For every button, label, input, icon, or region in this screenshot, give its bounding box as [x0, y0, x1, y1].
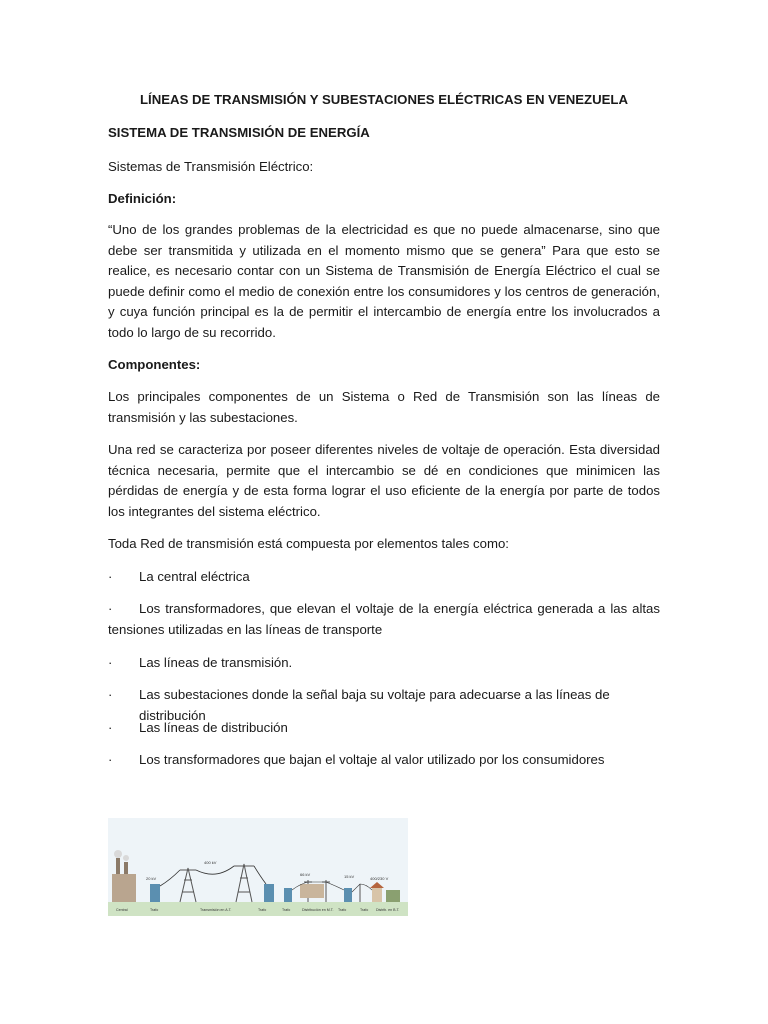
list-item: [108, 653, 660, 674]
bullet-symbol: ·: [108, 569, 113, 584]
voltage-label: 66 kV: [300, 872, 311, 877]
transformer-icon: [344, 888, 352, 902]
bullet-symbol: ·: [108, 752, 113, 767]
stage-label: Trafo: [360, 908, 369, 912]
consumer-icon: [386, 890, 400, 902]
bullet-symbol: ·: [108, 720, 113, 735]
house-icon: [372, 888, 382, 902]
stage-label: Distrib. en B.T.: [376, 908, 400, 912]
subheading: Sistemas de Transmisión Eléctrico:: [108, 159, 314, 174]
transmission-diagram-figure: [108, 818, 408, 916]
list-item-text: La central eléctrica: [139, 569, 250, 584]
list-item-text: Las subestaciones donde la señal baja su voltaje para adecuarse a las líneas de distribución: [139, 687, 610, 723]
transformer-icon: [150, 884, 160, 902]
list-item: [108, 567, 660, 588]
list-item-text: Los transformadores, que elevan el voltaje de la energía eléctrica generada a las altas tensiones utilizadas en las líneas de transporte: [108, 601, 660, 637]
list-item-text: Las líneas de distribución: [139, 720, 288, 735]
components-paragraph-2: Una red se caracteriza por poseer diferentes niveles de voltaje de operación. Esta diversidad técnica necesaria, permite que el intercambio se dé en condiciones que minimicen las pérdidas de energía y de esta forma lograr el uso eficiente de la energía por parte de todos los integrantes del sistema eléctrico.: [108, 442, 660, 519]
transformer-icon: [284, 888, 292, 902]
list-item-text: Las líneas de transmisión.: [139, 655, 293, 670]
components-heading: Componentes:: [108, 357, 201, 372]
bullet-symbol: ·: [108, 601, 113, 616]
stage-label: Trafo: [150, 908, 159, 912]
stage-label: Trafo: [282, 908, 291, 912]
definition-paragraph: “Uno de los grandes problemas de la electricidad es que no puede almacenarse, sino que debe ser transmitida y utilizada en el momento mismo que se genera” Para que esto se realice, es necesario contar con un Sistema de Transmisión de Energía Eléctrico el cual se puede definir como el medio de conexión entre los consumidores y los centros de generación, y cuya función principal es la de permitir el intercambio de energía entre los involucrados a todo lo largo de su recorrido.: [108, 222, 660, 340]
voltage-label: 400 kV: [204, 860, 217, 865]
stage-label: Trafo: [258, 908, 267, 912]
stage-label: Distribución en M.T.: [302, 908, 334, 912]
section-heading: SISTEMA DE TRANSMISIÓN DE ENERGÍA: [108, 125, 370, 140]
voltage-label: 20 kV: [146, 876, 157, 881]
stage-label: Transmisión en A.T.: [200, 908, 232, 912]
bullet-symbol: ·: [108, 655, 113, 670]
list-item: [108, 599, 660, 640]
industry-building-icon: [300, 884, 324, 898]
bullet-symbol: ·: [108, 687, 113, 702]
stage-label: Central: [116, 908, 128, 912]
transformer-icon: [264, 884, 274, 902]
voltage-label: 400/230 V: [370, 876, 389, 881]
list-item: [108, 750, 660, 771]
components-paragraph-1: Los principales componentes de un Sistema o Red de Transmisión son las líneas de transmisión y las subestaciones.: [108, 389, 660, 425]
elements-intro: Toda Red de transmisión está compuesta por elementos tales como:: [108, 536, 509, 551]
stage-label: Trafo: [338, 908, 347, 912]
list-item-text: Los transformadores que bajan el voltaje al valor utilizado por los consumidores: [139, 752, 605, 767]
list-item: [108, 718, 660, 739]
document-title: LÍNEAS DE TRANSMISIÓN Y SUBESTACIONES ELÉCTRICAS EN VENEZUELA: [140, 92, 628, 107]
definition-heading: Definición:: [108, 191, 177, 206]
voltage-label: 15 kV: [344, 874, 355, 879]
